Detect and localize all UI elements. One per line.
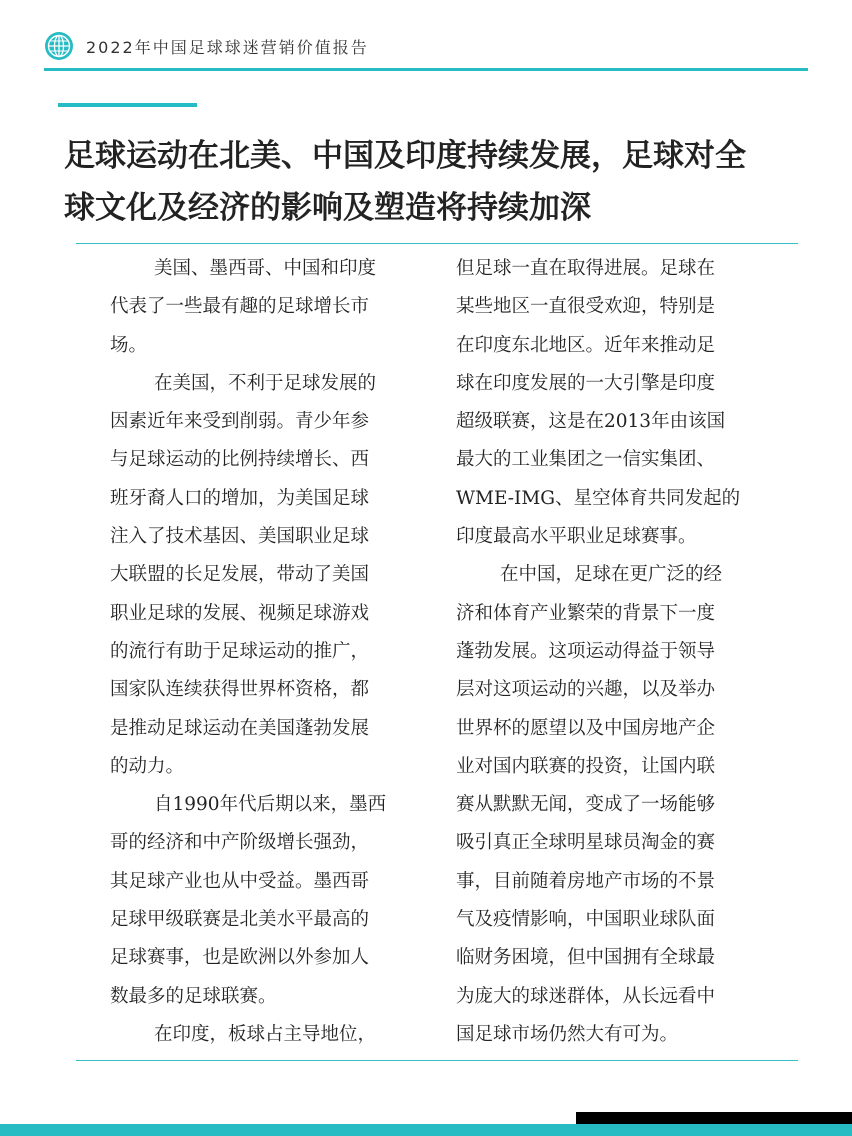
paragraph-line: 班牙裔人口的增加，为美国足球	[110, 487, 370, 509]
paragraph-line: 超级联赛，这是在2013年由该国	[456, 411, 726, 433]
paragraph-line: 最大的工业集团之一信实集团、	[456, 449, 716, 471]
section-title-line: 足球运动在北美、中国及印度持续发展，足球对全	[64, 138, 746, 174]
paragraph-line: 球在印度发展的一大引擎是印度	[456, 372, 716, 394]
footer-black-bar	[576, 1112, 852, 1124]
paragraph-line: 在印度东北地区。近年来推动足	[456, 334, 716, 356]
paragraph-line: 代表了一些最有趣的足球增长市	[110, 296, 370, 318]
paragraph-line: 数最多的足球联赛。	[110, 985, 277, 1007]
header-logo	[44, 31, 74, 61]
paragraph-line: 因素近年来受到削弱。青少年参	[110, 411, 370, 433]
report-header-title: 2022年中国足球球迷营销价值报告	[86, 38, 369, 57]
paragraph-line: 吸引真正全球明星球员淘金的赛	[456, 832, 716, 854]
paragraph-line: 印度最高水平职业足球赛事。	[456, 526, 697, 548]
right-text-column	[456, 250, 771, 1054]
paragraph-line: 事，目前随着房地产市场的不景	[456, 870, 716, 892]
paragraph-line: 在中国，足球在更广泛的经	[500, 564, 723, 586]
paragraph-line: 大联盟的长足发展，带动了美国	[110, 564, 370, 586]
paragraph-line: 气及疫情影响，中国职业球队面	[456, 909, 716, 931]
paragraph-line: 国足球市场仍然大有可为。	[456, 1023, 679, 1045]
paragraph-line: 某些地区一直很受欢迎，特别是	[456, 296, 716, 318]
globe-icon	[44, 31, 74, 61]
section-title	[64, 130, 784, 234]
paragraph-line: 业对国内联赛的投资，让国内联	[456, 755, 716, 777]
paragraph-line: 其足球产业也从中受益。墨西哥	[110, 870, 370, 892]
paragraph-line: 的动力。	[110, 755, 185, 777]
paragraph-line: 但足球一直在取得进展。足球在	[456, 258, 716, 279]
paragraph-line: 与足球运动的比例持续增长、西	[110, 449, 370, 471]
paragraph-line: 济和体育产业繁荣的背景下一度	[456, 602, 716, 624]
paragraph-line: 层对这项运动的兴趣，以及举办	[456, 679, 716, 701]
section-title-line: 球文化及经济的影响及塑造将持续加深	[64, 190, 591, 226]
paragraph-line: 世界杯的愿望以及中国房地产企	[456, 717, 716, 739]
paragraph-line: 的流行有助于足球运动的推广，	[110, 640, 370, 662]
left-text-column	[110, 250, 425, 1054]
paragraph-line: 在印度，板球占主导地位，	[154, 1023, 377, 1045]
paragraph-line: 足球甲级联赛是北美水平最高的	[110, 909, 370, 931]
paragraph-line: 在美国，不利于足球发展的	[154, 372, 377, 394]
paragraph-line: 为庞大的球迷群体，从长远看中	[456, 985, 716, 1007]
paragraph-line: 是推动足球运动在美国蓬勃发展	[110, 717, 370, 739]
paragraph-line: 临财务困境，但中国拥有全球最	[456, 947, 716, 969]
footer-accent-band	[0, 1124, 852, 1136]
paragraph-line: 蓬勃发展。这项运动得益于领导	[456, 640, 716, 662]
paragraph-line: 场。	[110, 334, 148, 356]
paragraph-line: 注入了技术基因、美国职业足球	[110, 526, 370, 548]
content-top-divider	[76, 243, 798, 244]
paragraph-line: 赛从默默无闻，变成了一场能够	[456, 794, 716, 816]
paragraph-line: 职业足球的发展、视频足球游戏	[110, 602, 370, 624]
paragraph-line: 哥的经济和中产阶级增长强劲，	[110, 832, 370, 854]
content-bottom-divider	[76, 1060, 798, 1061]
header-divider	[44, 68, 808, 71]
paragraph-line: 国家队连续获得世界杯资格，都	[110, 679, 370, 701]
paragraph-line: 美国、墨西哥、中国和印度	[154, 258, 377, 279]
paragraph-line: 足球赛事，也是欧洲以外参加人	[110, 947, 370, 969]
title-accent-bar	[58, 103, 197, 107]
paragraph-line: 自1990年代后期以来，墨西	[154, 794, 387, 816]
paragraph-line: WME-IMG、星空体育共同发起的	[456, 487, 741, 509]
